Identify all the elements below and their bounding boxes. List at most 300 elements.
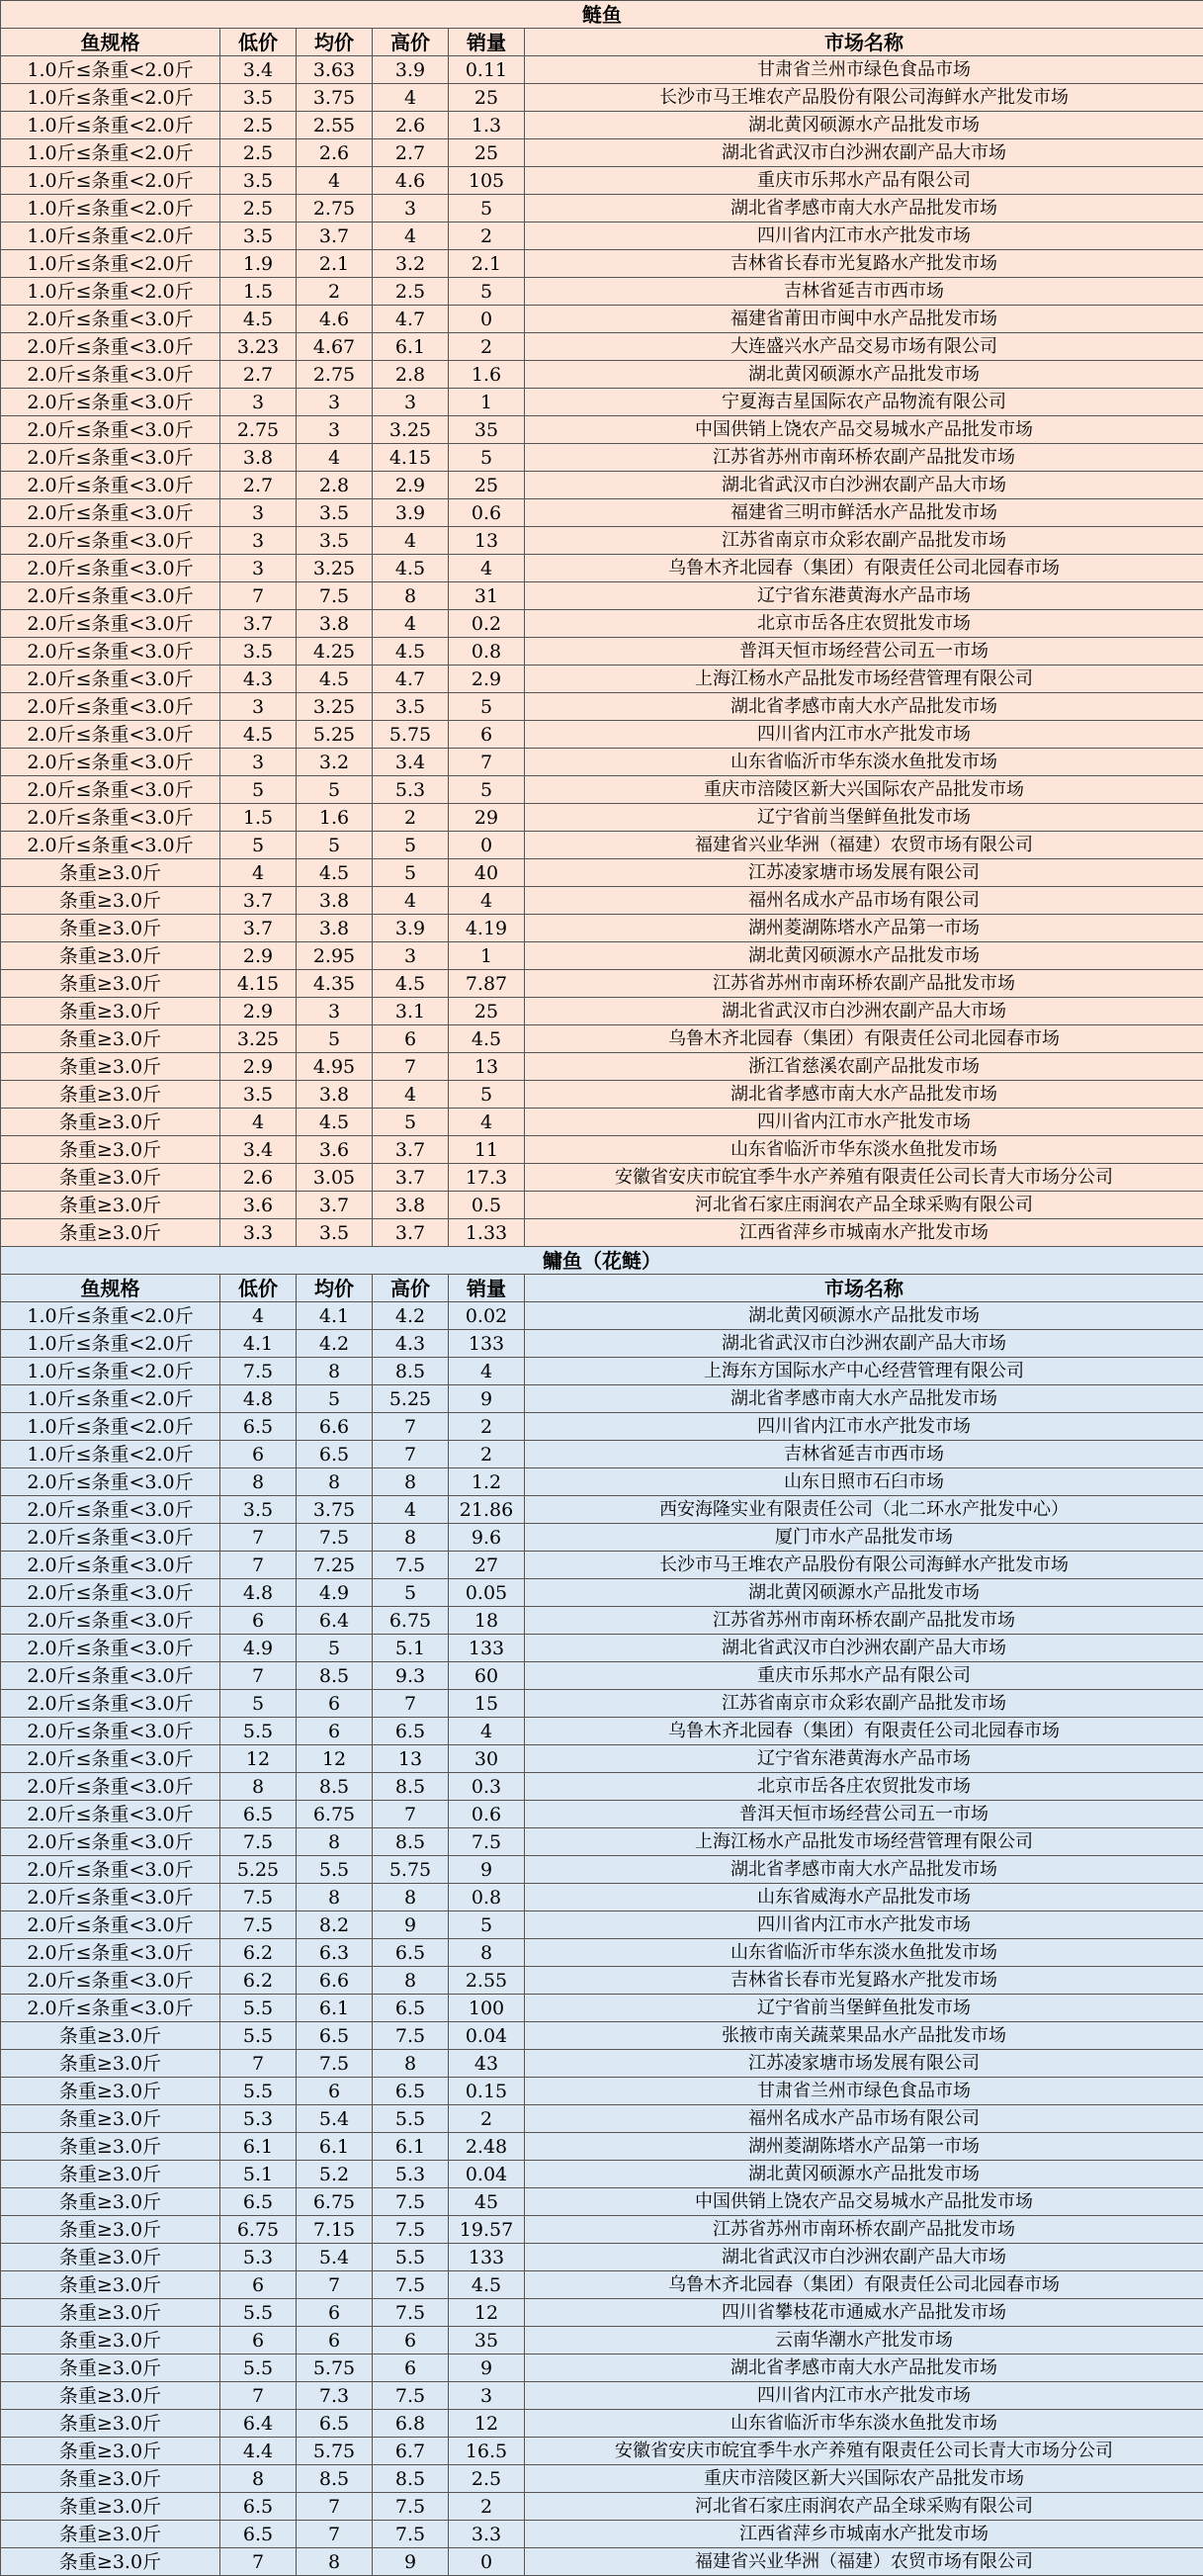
spec-cell: 条重≥3.0斤: [1, 915, 220, 942]
high-price-cell: 3.25: [373, 416, 449, 444]
market-name-cell: 福州名成水产品市场有限公司: [525, 887, 1203, 915]
market-name-cell: 湖州菱湖陈塔水产品第一市场: [525, 2133, 1203, 2161]
volume-cell: 25: [449, 998, 525, 1025]
market-name-cell: 江苏省南京市众彩农副产品批发市场: [525, 1690, 1203, 1718]
market-name-cell: 重庆市乐邦水产品有限公司: [525, 167, 1203, 195]
high-price-cell: 3: [373, 942, 449, 970]
low-price-cell: 2.9: [220, 942, 297, 970]
avg-price-cell: 4.95: [297, 1053, 373, 1081]
table-row: [1, 2244, 1203, 2271]
table-row: [1, 1939, 1203, 1967]
low-price-cell: 4: [220, 1109, 297, 1136]
spec-cell: 1.0斤≤条重<2.0斤: [1, 1441, 220, 1468]
volume-cell: 2: [449, 2493, 525, 2521]
spec-cell: 条重≥3.0斤: [1, 998, 220, 1025]
high-price-cell: 6.8: [373, 2410, 449, 2438]
high-price-header: 高价: [373, 1275, 449, 1302]
market-name-cell: 乌鲁木齐北园春（集团）有限责任公司北园春市场: [525, 2271, 1203, 2299]
table-row: [1, 1552, 1203, 1579]
volume-cell: 11: [449, 1136, 525, 1164]
avg-price-cell: 2.8: [297, 472, 373, 499]
volume-cell: 25: [449, 139, 525, 167]
high-price-cell: 7.5: [373, 2188, 449, 2216]
table-row: [1, 1828, 1203, 1856]
high-price-cell: 5: [373, 1579, 449, 1607]
volume-cell: 133: [449, 2244, 525, 2271]
spec-cell: 2.0斤≤条重<3.0斤: [1, 389, 220, 416]
low-price-cell: 3: [220, 555, 297, 582]
spec-cell: 条重≥3.0斤: [1, 2354, 220, 2382]
market-name-cell: 山东日照市石臼市场: [525, 1468, 1203, 1496]
table-row: [1, 2465, 1203, 2493]
spec-cell: 2.0斤≤条重<3.0斤: [1, 444, 220, 472]
low-price-cell: 6.5: [220, 2521, 297, 2548]
table-row: [1, 1468, 1203, 1496]
market-name-cell: 四川省攀枝花市通威水产品批发市场: [525, 2299, 1203, 2327]
low-price-cell: 3.5: [220, 1496, 297, 1524]
high-price-cell: 4.2: [373, 1302, 449, 1330]
market-name-cell: 安徽省安庆市皖宜季牛水产养殖有限责任公司长青大市场分公司: [525, 2438, 1203, 2465]
avg-price-cell: 2.1: [297, 250, 373, 278]
market-name-cell: 江苏凌家塘市场发展有限公司: [525, 2050, 1203, 2078]
spec-cell: 条重≥3.0斤: [1, 2078, 220, 2105]
spec-cell: 1.0斤≤条重<2.0斤: [1, 84, 220, 112]
low-price-cell: 4: [220, 859, 297, 887]
low-price-cell: 3.25: [220, 1025, 297, 1053]
market-name-cell: 福建省三明市鲜活水产品批发市场: [525, 499, 1203, 527]
low-price-cell: 5.5: [220, 1995, 297, 2022]
avg-price-cell: 2.75: [297, 195, 373, 222]
spec-cell: 2.0斤≤条重<3.0斤: [1, 1773, 220, 1801]
avg-price-cell: 4.67: [297, 333, 373, 361]
spec-cell: 2.0斤≤条重<3.0斤: [1, 1607, 220, 1635]
market-name-cell: 河北省石家庄雨润农产品全球采购有限公司: [525, 2493, 1203, 2521]
low-price-cell: 3.23: [220, 333, 297, 361]
high-price-cell: 6.1: [373, 2133, 449, 2161]
high-price-cell: 5.3: [373, 2161, 449, 2188]
market-name-cell: 河北省石家庄雨润农产品全球采购有限公司: [525, 1192, 1203, 1219]
market-name-cell: 张掖市南关蔬菜果品水产品批发市场: [525, 2022, 1203, 2050]
table-row: [1, 2548, 1203, 2576]
avg-price-cell: 8: [297, 1828, 373, 1856]
high-price-cell: 4: [373, 610, 449, 638]
high-price-cell: 4: [373, 887, 449, 915]
table-row: [1, 527, 1203, 555]
volume-cell: 0.2: [449, 610, 525, 638]
high-price-cell: 3.1: [373, 998, 449, 1025]
spec-cell: 1.0斤≤条重<2.0斤: [1, 112, 220, 139]
table-row: [1, 1136, 1203, 1164]
market-name-cell: 湖北省孝感市南大水产品批发市场: [525, 1081, 1203, 1109]
market-name-cell: 吉林省长春市光复路水产批发市场: [525, 250, 1203, 278]
spec-cell: 条重≥3.0斤: [1, 1164, 220, 1192]
table-row: [1, 2133, 1203, 2161]
avg-price-cell: 3.8: [297, 915, 373, 942]
low-price-cell: 2.7: [220, 472, 297, 499]
table-row: [1, 1025, 1203, 1053]
table-row: [1, 998, 1203, 1025]
high-price-cell: 4: [373, 222, 449, 250]
market-name-cell: 四川省内江市水产批发市场: [525, 721, 1203, 749]
spec-cell: 2.0斤≤条重<3.0斤: [1, 1718, 220, 1745]
table-row: [1, 1718, 1203, 1745]
volume-cell: 4: [449, 1358, 525, 1385]
volume-cell: 0: [449, 832, 525, 859]
volume-cell: 0.8: [449, 638, 525, 666]
high-price-cell: 9: [373, 2548, 449, 2576]
table-row: [1, 2161, 1203, 2188]
table-row: [1, 306, 1203, 333]
avg-price-cell: 4: [297, 444, 373, 472]
table-row: [1, 1358, 1203, 1385]
low-price-cell: 5.5: [220, 2078, 297, 2105]
volume-cell: 2: [449, 333, 525, 361]
market-name-cell: 湖州菱湖陈塔水产品第一市场: [525, 915, 1203, 942]
volume-cell: 4.5: [449, 1025, 525, 1053]
volume-cell: 1.2: [449, 1468, 525, 1496]
volume-cell: 7.87: [449, 970, 525, 998]
table-row: [1, 1801, 1203, 1828]
low-price-cell: 3.3: [220, 1219, 297, 1247]
volume-cell: 3.3: [449, 2521, 525, 2548]
high-price-cell: 8: [373, 1468, 449, 1496]
spec-cell: 1.0斤≤条重<2.0斤: [1, 250, 220, 278]
low-price-cell: 6: [220, 1607, 297, 1635]
spec-cell: 2.0斤≤条重<3.0斤: [1, 666, 220, 693]
spec-cell: 条重≥3.0斤: [1, 2465, 220, 2493]
spec-cell: 2.0斤≤条重<3.0斤: [1, 361, 220, 389]
avg-price-cell: 3: [297, 389, 373, 416]
volume-cell: 2.1: [449, 250, 525, 278]
table-row: [1, 887, 1203, 915]
market-name-cell: 江苏省南京市众彩农副产品批发市场: [525, 527, 1203, 555]
low-price-cell: 3.8: [220, 444, 297, 472]
avg-price-cell: 4.2: [297, 1330, 373, 1358]
spec-cell: 条重≥3.0斤: [1, 2161, 220, 2188]
market-name-cell: 长沙市马王堆农产品股份有限公司海鲜水产批发市场: [525, 84, 1203, 112]
table-row: [1, 1302, 1203, 1330]
volume-cell: 6: [449, 721, 525, 749]
avg-price-cell: 5.25: [297, 721, 373, 749]
table-row: [1, 2271, 1203, 2299]
volume-cell: 0.15: [449, 2078, 525, 2105]
volume-cell: 1.6: [449, 361, 525, 389]
table-row: [1, 472, 1203, 499]
market-name-cell: 上海江杨水产品批发市场经营管理有限公司: [525, 1828, 1203, 1856]
low-price-cell: 4.1: [220, 1330, 297, 1358]
market-name-cell: 湖北省武汉市白沙洲农副产品大市场: [525, 2244, 1203, 2271]
avg-price-cell: 4.5: [297, 666, 373, 693]
spec-cell: 2.0斤≤条重<3.0斤: [1, 1995, 220, 2022]
market-name-cell: 湖北省武汉市白沙洲农副产品大市场: [525, 1635, 1203, 1662]
table-row: [1, 2354, 1203, 2382]
volume-cell: 0.6: [449, 1801, 525, 1828]
spec-cell: 条重≥3.0斤: [1, 2133, 220, 2161]
volume-cell: 4: [449, 1718, 525, 1745]
high-price-cell: 3.9: [373, 499, 449, 527]
table-row: [1, 970, 1203, 998]
market-name-cell: 湖北黄冈硕源水产品批发市场: [525, 1302, 1203, 1330]
spec-cell: 2.0斤≤条重<3.0斤: [1, 804, 220, 832]
avg-price-cell: 2.6: [297, 139, 373, 167]
volume-cell: 2.5: [449, 2465, 525, 2493]
spec-cell: 2.0斤≤条重<3.0斤: [1, 1552, 220, 1579]
market-name-cell: 湖北省孝感市南大水产品批发市场: [525, 195, 1203, 222]
high-price-cell: 4.5: [373, 638, 449, 666]
spec-cell: 2.0斤≤条重<3.0斤: [1, 638, 220, 666]
high-price-cell: 5: [373, 1109, 449, 1136]
low-price-cell: 7: [220, 2382, 297, 2410]
market-name-cell: 湖北省武汉市白沙洲农副产品大市场: [525, 998, 1203, 1025]
volume-cell: 0.04: [449, 2022, 525, 2050]
spec-cell: 1.0斤≤条重<2.0斤: [1, 1413, 220, 1441]
avg-price-cell: 5: [297, 1385, 373, 1413]
high-price-cell: 4: [373, 84, 449, 112]
avg-price-cell: 8.2: [297, 1911, 373, 1939]
volume-cell: 12: [449, 2299, 525, 2327]
table-row: [1, 1607, 1203, 1635]
spec-cell: 2.0斤≤条重<3.0斤: [1, 1468, 220, 1496]
market-name-cell: 江苏省苏州市南环桥农副产品批发市场: [525, 444, 1203, 472]
volume-cell: 31: [449, 582, 525, 610]
avg-price-cell: 2.95: [297, 942, 373, 970]
high-price-cell: 3.4: [373, 749, 449, 776]
avg-price-cell: 5: [297, 776, 373, 804]
volume-cell: 3: [449, 2382, 525, 2410]
volume-cell: 1.33: [449, 1219, 525, 1247]
table-row: [1, 2438, 1203, 2465]
avg-price-cell: 4.6: [297, 306, 373, 333]
table-row: [1, 2299, 1203, 2327]
avg-price-cell: 4: [297, 167, 373, 195]
table-row: [1, 139, 1203, 167]
market-name-cell: 厦门市水产品批发市场: [525, 1524, 1203, 1552]
volume-cell: 35: [449, 416, 525, 444]
avg-price-cell: 8: [297, 1468, 373, 1496]
avg-price-cell: 4.5: [297, 859, 373, 887]
high-price-cell: 4.7: [373, 306, 449, 333]
market-name-cell: 福州名成水产品市场有限公司: [525, 2105, 1203, 2133]
market-name-cell: 西安海隆实业有限责任公司（北二环水产批发中心）: [525, 1496, 1203, 1524]
volume-cell: 0: [449, 2548, 525, 2576]
low-price-cell: 7: [220, 2050, 297, 2078]
volume-cell: 16.5: [449, 2438, 525, 2465]
low-price-cell: 2.9: [220, 998, 297, 1025]
table-row: [1, 749, 1203, 776]
spec-cell: 1.0斤≤条重<2.0斤: [1, 1358, 220, 1385]
high-price-cell: 3: [373, 195, 449, 222]
table-row: [1, 2327, 1203, 2354]
avg-price-cell: 5: [297, 1635, 373, 1662]
high-price-cell: 3.9: [373, 915, 449, 942]
low-price-cell: 6.5: [220, 2188, 297, 2216]
volume-cell: 5: [449, 444, 525, 472]
header-row: [1, 29, 1203, 56]
market-name-cell: 安徽省安庆市皖宜季牛水产养殖有限责任公司长青大市场分公司: [525, 1164, 1203, 1192]
market-name-cell: 吉林省延吉市西市场: [525, 278, 1203, 306]
volume-cell: 100: [449, 1995, 525, 2022]
avg-price-cell: 6.6: [297, 1967, 373, 1995]
high-price-cell: 8.5: [373, 1828, 449, 1856]
avg-price-cell: 3.8: [297, 887, 373, 915]
avg-price-cell: 6.6: [297, 1413, 373, 1441]
low-price-cell: 3.5: [220, 84, 297, 112]
spec-cell: 1.0斤≤条重<2.0斤: [1, 1330, 220, 1358]
avg-price-cell: 4.25: [297, 638, 373, 666]
spec-cell: 2.0斤≤条重<3.0斤: [1, 610, 220, 638]
low-price-cell: 3.6: [220, 1192, 297, 1219]
low-price-cell: 8: [220, 2465, 297, 2493]
table-row: [1, 499, 1203, 527]
volume-cell: 1: [449, 942, 525, 970]
market-name-header: 市场名称: [525, 29, 1203, 56]
table-row: [1, 333, 1203, 361]
volume-cell: 0.02: [449, 1302, 525, 1330]
avg-price-cell: 3.6: [297, 1136, 373, 1164]
low-price-cell: 4.3: [220, 666, 297, 693]
high-price-cell: 5.75: [373, 1856, 449, 1884]
market-name-cell: 上海江杨水产品批发市场经营管理有限公司: [525, 666, 1203, 693]
high-price-cell: 7: [373, 1053, 449, 1081]
table-row: [1, 2078, 1203, 2105]
volume-cell: 25: [449, 84, 525, 112]
high-price-cell: 3.8: [373, 1192, 449, 1219]
low-price-cell: 12: [220, 1745, 297, 1773]
avg-price-cell: 6: [297, 2327, 373, 2354]
table-row: [1, 1967, 1203, 1995]
avg-price-cell: 8: [297, 1884, 373, 1911]
high-price-cell: 3: [373, 389, 449, 416]
market-name-cell: 四川省内江市水产批发市场: [525, 2382, 1203, 2410]
spec-header: 鱼规格: [1, 29, 220, 56]
market-name-cell: 重庆市涪陵区新大兴国际农产品批发市场: [525, 776, 1203, 804]
spec-cell: 条重≥3.0斤: [1, 2271, 220, 2299]
low-price-cell: 3.7: [220, 610, 297, 638]
spec-cell: 1.0斤≤条重<2.0斤: [1, 278, 220, 306]
spec-cell: 条重≥3.0斤: [1, 1081, 220, 1109]
volume-cell: 1.3: [449, 112, 525, 139]
low-price-cell: 6.1: [220, 2133, 297, 2161]
high-price-cell: 4.7: [373, 666, 449, 693]
low-price-cell: 6.5: [220, 1413, 297, 1441]
volume-cell: 43: [449, 2050, 525, 2078]
low-price-cell: 7.5: [220, 1358, 297, 1385]
volume-cell: 29: [449, 804, 525, 832]
low-price-cell: 5.3: [220, 2105, 297, 2133]
avg-price-cell: 5.2: [297, 2161, 373, 2188]
table-row: [1, 1330, 1203, 1358]
high-price-cell: 2.5: [373, 278, 449, 306]
spec-cell: 2.0斤≤条重<3.0斤: [1, 1801, 220, 1828]
low-price-cell: 2.5: [220, 112, 297, 139]
volume-cell: 13: [449, 527, 525, 555]
low-price-cell: 4.15: [220, 970, 297, 998]
spec-cell: 2.0斤≤条重<3.0斤: [1, 499, 220, 527]
avg-price-cell: 1.6: [297, 804, 373, 832]
avg-price-cell: 5.4: [297, 2244, 373, 2271]
low-price-cell: 4.8: [220, 1385, 297, 1413]
high-price-cell: 6.5: [373, 1995, 449, 2022]
avg-price-cell: 3.5: [297, 527, 373, 555]
spec-cell: 2.0斤≤条重<3.0斤: [1, 1635, 220, 1662]
spec-cell: 1.0斤≤条重<2.0斤: [1, 56, 220, 84]
spec-cell: 1.0斤≤条重<2.0斤: [1, 167, 220, 195]
high-price-cell: 5.25: [373, 1385, 449, 1413]
table-row: [1, 804, 1203, 832]
market-name-cell: 辽宁省前当堡鲜鱼批发市场: [525, 1995, 1203, 2022]
volume-cell: 133: [449, 1330, 525, 1358]
table-row: [1, 942, 1203, 970]
spec-cell: 条重≥3.0斤: [1, 2521, 220, 2548]
high-price-cell: 2.8: [373, 361, 449, 389]
low-price-cell: 2.5: [220, 195, 297, 222]
spec-cell: 2.0斤≤条重<3.0斤: [1, 306, 220, 333]
table-row: [1, 915, 1203, 942]
avg-price-cell: 6.75: [297, 2188, 373, 2216]
avg-price-cell: 8.5: [297, 1662, 373, 1690]
table-row: [1, 1441, 1203, 1468]
volume-cell: 15: [449, 1690, 525, 1718]
avg-price-cell: 3.2: [297, 749, 373, 776]
low-price-cell: 5: [220, 776, 297, 804]
low-price-cell: 3.5: [220, 638, 297, 666]
low-price-cell: 2.6: [220, 1164, 297, 1192]
table-row: [1, 2105, 1203, 2133]
spec-cell: 条重≥3.0斤: [1, 2382, 220, 2410]
avg-price-cell: 8.5: [297, 2465, 373, 2493]
high-price-cell: 2: [373, 804, 449, 832]
avg-price-cell: 7: [297, 2493, 373, 2521]
avg-price-cell: 2.75: [297, 361, 373, 389]
market-name-cell: 四川省内江市水产批发市场: [525, 1413, 1203, 1441]
table-row: [1, 721, 1203, 749]
avg-price-cell: 3.75: [297, 1496, 373, 1524]
market-name-cell: 山东省威海水产品批发市场: [525, 1884, 1203, 1911]
market-name-cell: 湖北省武汉市白沙洲农副产品大市场: [525, 139, 1203, 167]
low-price-header: 低价: [220, 29, 297, 56]
spec-cell: 条重≥3.0斤: [1, 2493, 220, 2521]
volume-cell: 60: [449, 1662, 525, 1690]
table-row: [1, 1109, 1203, 1136]
market-name-cell: 湖北省孝感市南大水产品批发市场: [525, 693, 1203, 721]
avg-price-cell: 6.4: [297, 1607, 373, 1635]
spec-cell: 条重≥3.0斤: [1, 1219, 220, 1247]
low-price-cell: 4.9: [220, 1635, 297, 1662]
high-price-cell: 7.5: [373, 2521, 449, 2548]
spec-cell: 2.0斤≤条重<3.0斤: [1, 1856, 220, 1884]
market-name-cell: 湖北黄冈硕源水产品批发市场: [525, 361, 1203, 389]
table-row: [1, 278, 1203, 306]
high-price-cell: 4: [373, 1496, 449, 1524]
avg-price-cell: 5.75: [297, 2354, 373, 2382]
market-name-cell: 辽宁省前当堡鲜鱼批发市场: [525, 804, 1203, 832]
high-price-cell: 3.5: [373, 693, 449, 721]
market-name-cell: 福建省莆田市闽中水产品批发市场: [525, 306, 1203, 333]
high-price-cell: 9.3: [373, 1662, 449, 1690]
low-price-cell: 3: [220, 389, 297, 416]
high-price-cell: 7.5: [373, 2493, 449, 2521]
avg-price-cell: 6.5: [297, 2022, 373, 2050]
high-price-cell: 6: [373, 1025, 449, 1053]
spec-cell: 条重≥3.0斤: [1, 2022, 220, 2050]
volume-cell: 7: [449, 749, 525, 776]
low-price-cell: 2.7: [220, 361, 297, 389]
market-name-cell: 湖北省武汉市白沙洲农副产品大市场: [525, 472, 1203, 499]
avg-price-cell: 6.75: [297, 1801, 373, 1828]
avg-price-cell: 2: [297, 278, 373, 306]
volume-cell: 17.3: [449, 1164, 525, 1192]
avg-price-cell: 5: [297, 832, 373, 859]
